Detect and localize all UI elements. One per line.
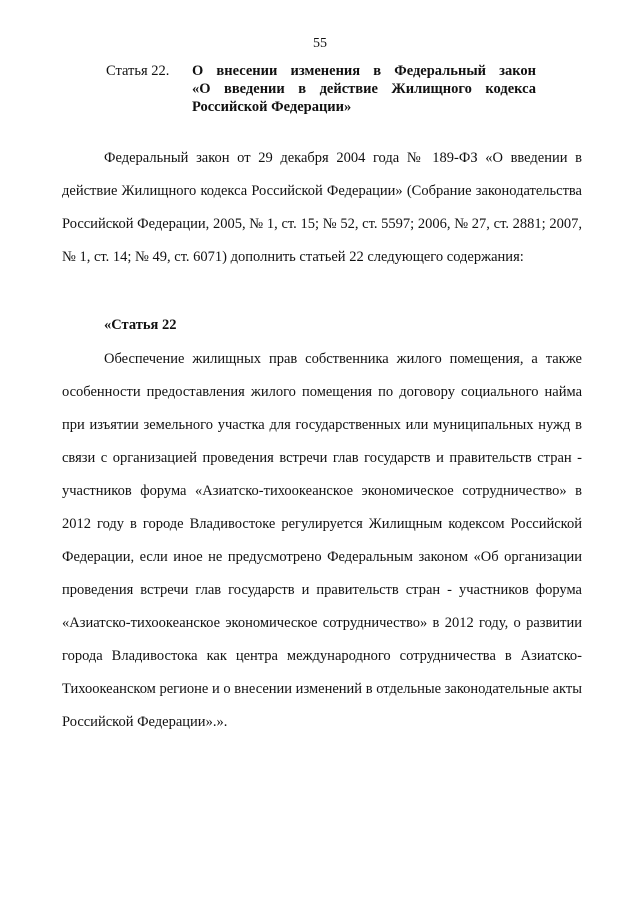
new-article-paragraph: Обеспечение жилищных прав собственника жилого помещения, а также особенности предоставления жилого помещения по договору социального найма при изъятии земельного участка для государственных или муниципальных нужд в связи с организацией проведения встречи глав государств и правительств стран - участников форума «Азиатско-тихоокеанское экономическое сотрудничество» в 2012 году в городе Владивостоке регулируется Жилищным кодексом Российской Федерации, если иное не предусмотрено Федеральным законом «Об организации проведения встречи глав государств и правительств стран - участников форума «Азиатско-тихоокеанское экономическое сотрудничество» в 2012 году, о развитии города Владивостока как центра международного сотрудничества в Азиатско-Тихоокеанском регионе и о внесении изменений в отдельные законодательные акты Российской Федерации».». — [62, 351, 582, 730]
new-article-heading-block — [62, 309, 582, 342]
intro-paragraph: Федеральный закон от 29 декабря 2004 года № 189-ФЗ «О введении в действие Жилищного кодекса Российской Федерации» (Собрание законодательства Российской Федерации, 2005, № 1, ст. 15; № 52, ст. 5597; 2006, № 27, ст. 2881; 2007, № 1, ст. 14; № 49, ст. 6071) дополнить статьей 22 следующего содержания: — [62, 150, 582, 265]
new-article-text-block — [62, 343, 582, 739]
page-number: 55 — [313, 36, 327, 51]
article-title-line: «О введении в действие Жилищного кодекса — [192, 81, 536, 97]
article-title — [192, 62, 536, 116]
article-title-line: Российской Федерации» — [192, 99, 352, 115]
article-heading — [106, 62, 536, 116]
new-article-heading: «Статья 22 — [104, 317, 177, 333]
intro-paragraph-block — [62, 142, 582, 274]
article-title-line: О внесении изменения в Федеральный закон — [192, 63, 536, 79]
article-label: Статья 22. — [106, 63, 170, 79]
